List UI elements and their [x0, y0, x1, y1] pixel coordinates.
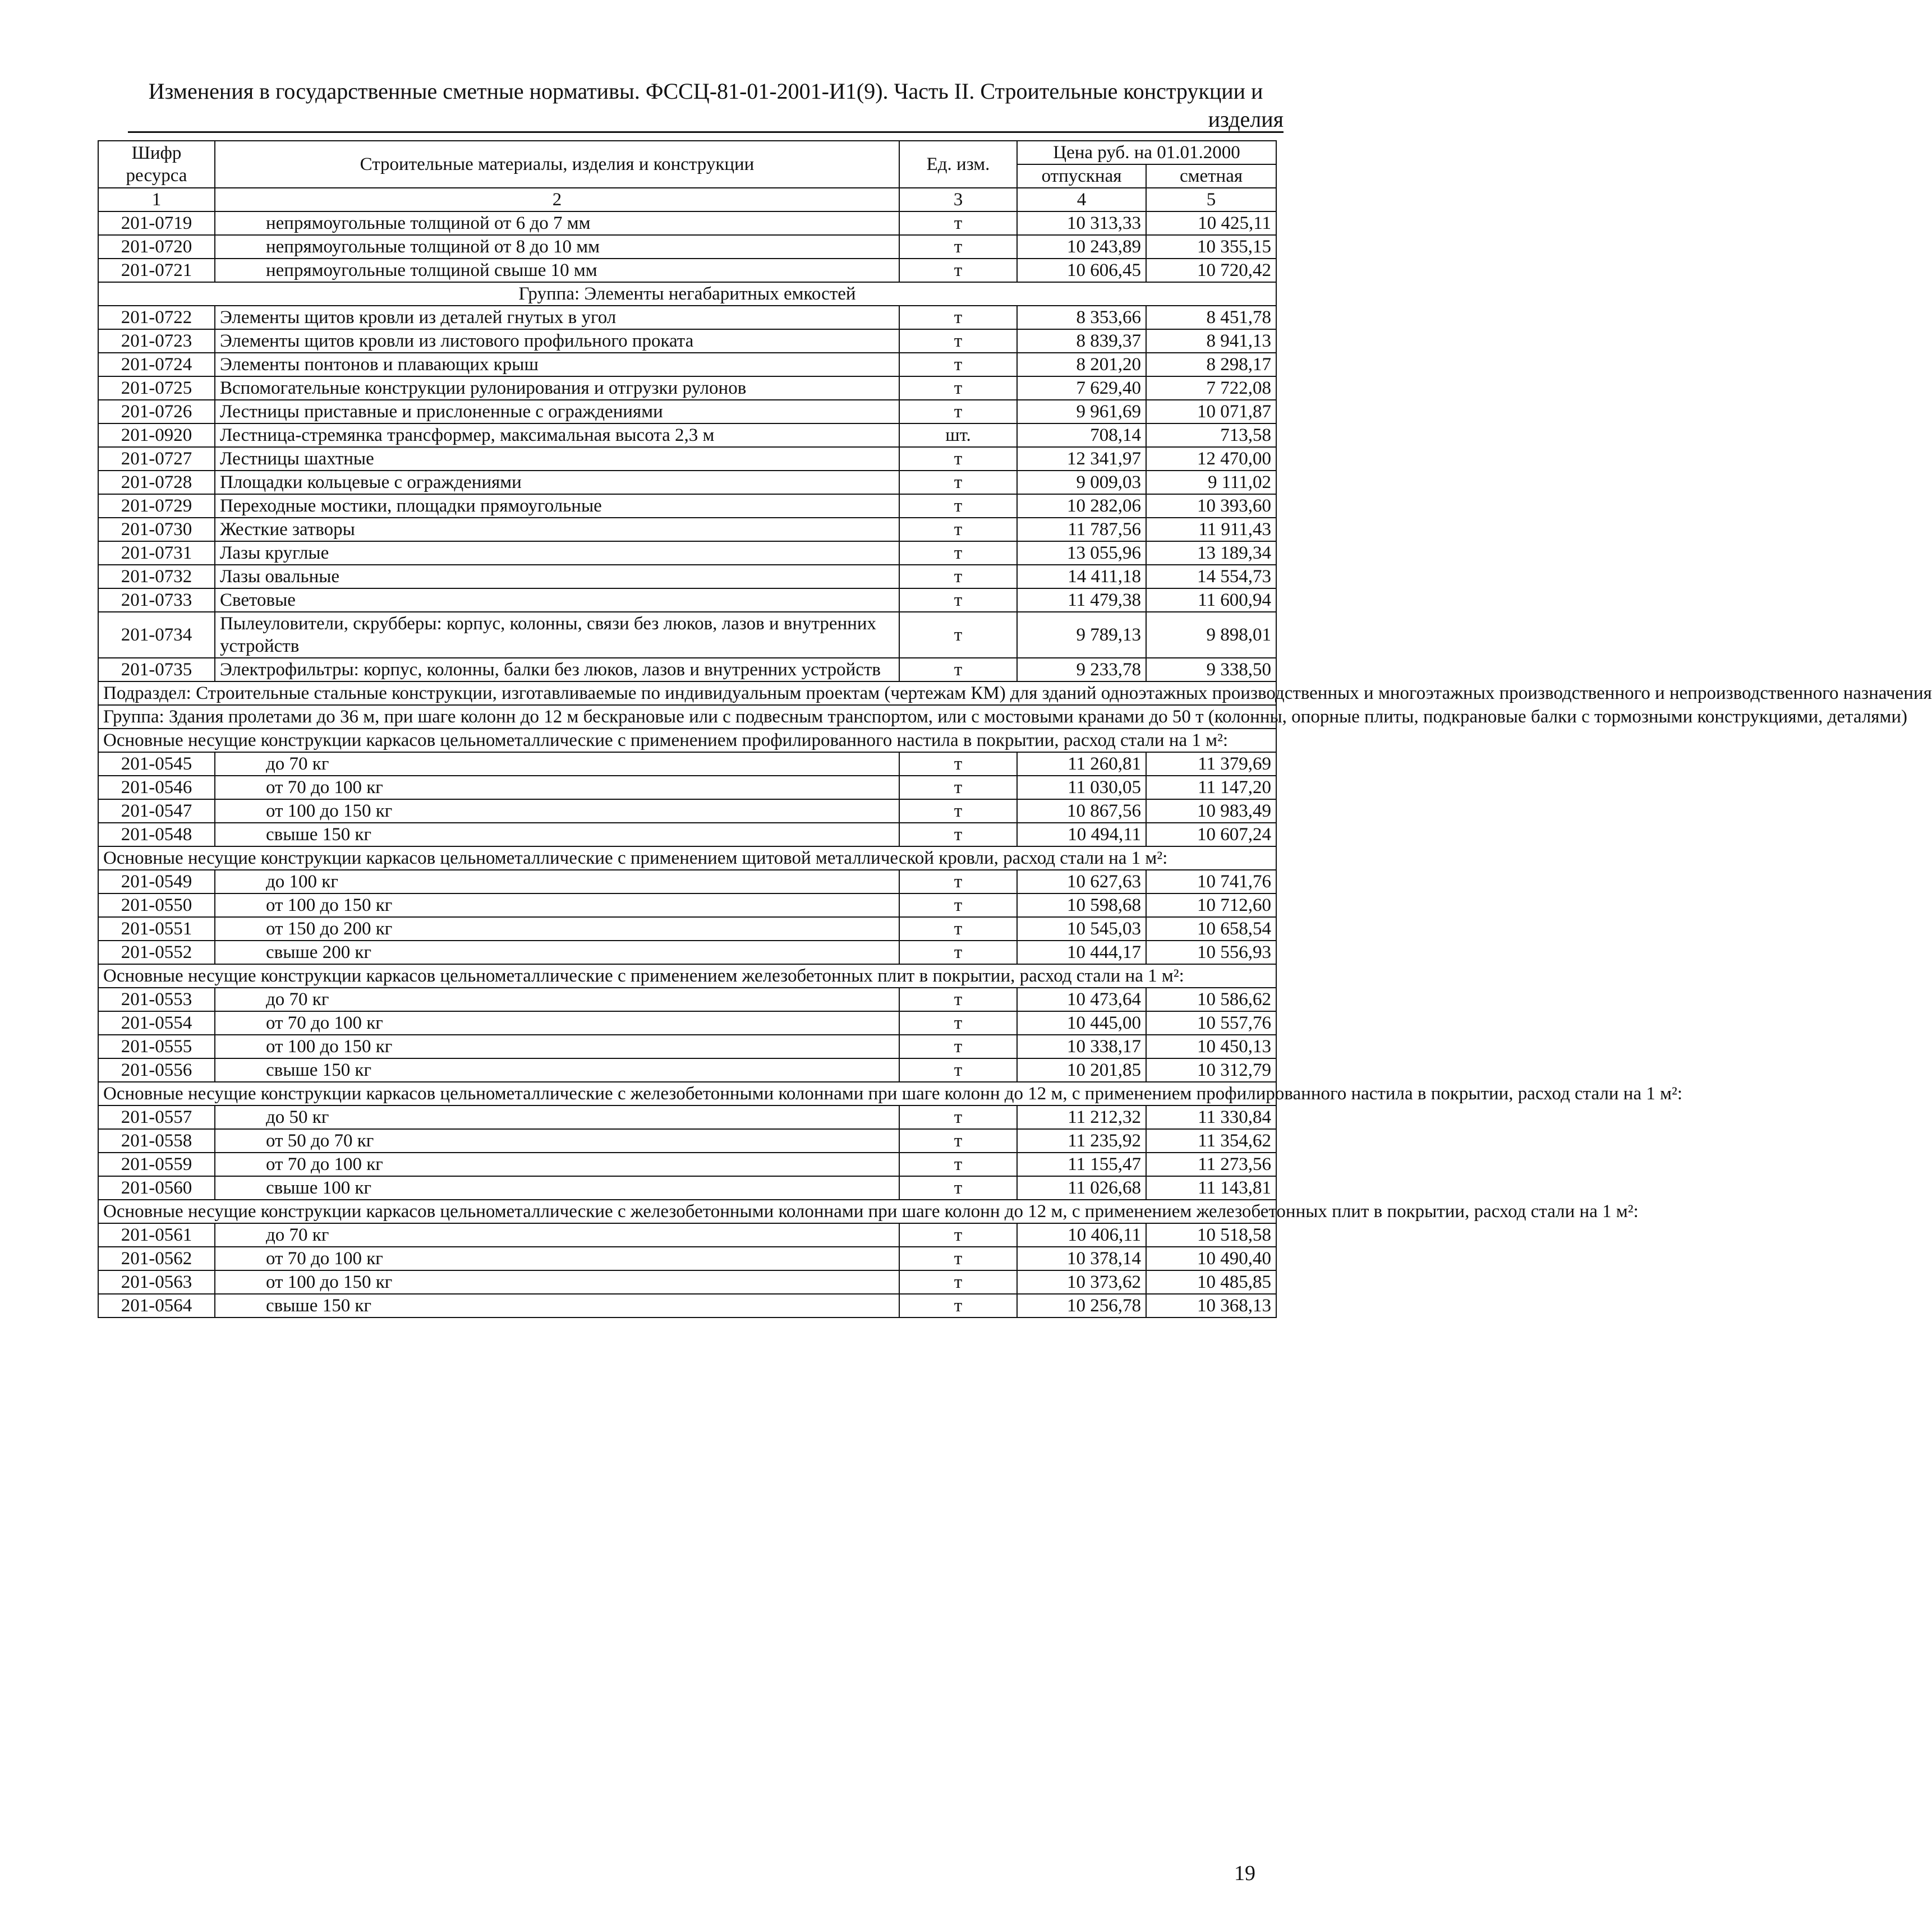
material-name: от 70 до 100 кг: [215, 1011, 899, 1035]
resource-code: 201-0550: [98, 893, 215, 917]
table-row: [98, 1176, 1276, 1200]
resource-code: 201-0545: [98, 752, 215, 776]
unit: т: [899, 518, 1017, 541]
header-rule: [128, 131, 1284, 133]
unit: т: [899, 1153, 1017, 1176]
material-name: Лазы круглые: [215, 541, 899, 565]
unit: т: [899, 823, 1017, 846]
material-name: непрямоугольные толщиной от 8 до 10 мм: [215, 235, 899, 259]
unit: т: [899, 1294, 1017, 1317]
resource-code: 201-0552: [98, 941, 215, 964]
estimate-price: 10 741,76: [1146, 870, 1276, 893]
col-header-price: Цена руб. на 01.01.2000: [1017, 141, 1276, 164]
resource-code: 201-0549: [98, 870, 215, 893]
estimate-price: 10 607,24: [1146, 823, 1276, 846]
material-name: Лазы овальные: [215, 565, 899, 588]
table-head: [98, 141, 1276, 211]
release-price: 8 201,20: [1017, 353, 1146, 376]
estimate-price: 713,58: [1146, 423, 1276, 447]
estimate-price: 10 368,13: [1146, 1294, 1276, 1317]
estimate-price: 14 554,73: [1146, 565, 1276, 588]
material-name: от 100 до 150 кг: [215, 799, 899, 823]
resource-code: 201-0732: [98, 565, 215, 588]
resource-code: 201-0551: [98, 917, 215, 941]
block-description: Основные несущие конструкции каркасов цельнометаллические с применением щитовой металлической кровли, расход стали на 1 м²:: [98, 846, 1276, 870]
estimate-price: 10 720,42: [1146, 259, 1276, 282]
estimate-price: 10 312,79: [1146, 1058, 1276, 1082]
resource-code: 201-0560: [98, 1176, 215, 1200]
material-name: до 50 кг: [215, 1105, 899, 1129]
estimate-price: 10 712,60: [1146, 893, 1276, 917]
release-price: 10 445,00: [1017, 1011, 1146, 1035]
table-row: [98, 376, 1276, 400]
release-price: 10 373,62: [1017, 1270, 1146, 1294]
estimate-price: 10 425,11: [1146, 211, 1276, 235]
release-price: 13 055,96: [1017, 541, 1146, 565]
unit: т: [899, 893, 1017, 917]
table-row: [98, 400, 1276, 423]
description-row: [98, 1200, 1276, 1223]
material-name: Элементы понтонов и плавающих крыш: [215, 353, 899, 376]
resource-code: 201-0720: [98, 235, 215, 259]
unit: т: [899, 752, 1017, 776]
release-price: 11 212,32: [1017, 1105, 1146, 1129]
table-body: [98, 211, 1932, 1317]
resource-code: 201-0726: [98, 400, 215, 423]
release-price: 11 260,81: [1017, 752, 1146, 776]
release-price: 10 473,64: [1017, 988, 1146, 1011]
table-row: [98, 941, 1276, 964]
unit: т: [899, 259, 1017, 282]
estimate-price: 10 983,49: [1146, 799, 1276, 823]
estimate-price: 11 911,43: [1146, 518, 1276, 541]
release-price: 9 009,03: [1017, 471, 1146, 494]
table-row: [98, 1270, 1276, 1294]
unit: т: [899, 541, 1017, 565]
table-row: [98, 658, 1276, 681]
release-price: 10 598,68: [1017, 893, 1146, 917]
group-row: [98, 282, 1276, 306]
release-price: 8 839,37: [1017, 329, 1146, 353]
unit: т: [899, 917, 1017, 941]
resource-code: 201-0733: [98, 588, 215, 612]
material-name: Площадки кольцевые с ограждениями: [215, 471, 899, 494]
block-description: Основные несущие конструкции каркасов цельнометаллические с железобетонными колоннами при шаге колонн до 12 м, с применением профилированного настила в покрытии, расход стали на 1 м²:: [98, 1082, 1276, 1105]
header-line-1: Изменения в государственные сметные нормативы. ФССЦ-81-01-2001-И1(9). Часть II. Строительные конструкции и: [148, 79, 1263, 104]
material-name: непрямоугольные толщиной свыше 10 мм: [215, 259, 899, 282]
resource-code: 201-0561: [98, 1223, 215, 1247]
material-name: от 70 до 100 кг: [215, 1153, 899, 1176]
unit: т: [899, 1011, 1017, 1035]
col-header-code: Шифр ресурса: [98, 141, 215, 188]
estimate-price: 11 600,94: [1146, 588, 1276, 612]
release-price: 11 479,38: [1017, 588, 1146, 612]
material-name: свыше 100 кг: [215, 1176, 899, 1200]
release-price: 11 155,47: [1017, 1153, 1146, 1176]
resource-code: 201-0553: [98, 988, 215, 1011]
estimate-price: 8 941,13: [1146, 329, 1276, 353]
material-name: непрямоугольные толщиной от 6 до 7 мм: [215, 211, 899, 235]
material-name: Элементы щитов кровли из деталей гнутых в угол: [215, 306, 899, 329]
estimate-price: 11 354,62: [1146, 1129, 1276, 1153]
col-number: 2: [215, 188, 899, 211]
release-price: 11 235,92: [1017, 1129, 1146, 1153]
unit: т: [899, 211, 1017, 235]
material-name: свыше 150 кг: [215, 1058, 899, 1082]
release-price: 10 867,56: [1017, 799, 1146, 823]
estimate-price: 10 393,60: [1146, 494, 1276, 518]
unit: т: [899, 494, 1017, 518]
material-name: Элементы щитов кровли из листового профильного проката: [215, 329, 899, 353]
unit: т: [899, 1270, 1017, 1294]
release-price: 9 789,13: [1017, 612, 1146, 658]
table-row: [98, 917, 1276, 941]
table-row: [98, 1129, 1276, 1153]
resource-code: 201-0735: [98, 658, 215, 681]
header-line-2: изделия: [1208, 107, 1284, 132]
material-name: Жесткие затворы: [215, 518, 899, 541]
estimate-price: 11 143,81: [1146, 1176, 1276, 1200]
subsection-row: [98, 681, 1276, 705]
col-header-release-price: отпускная: [1017, 164, 1146, 188]
resource-code: 201-0546: [98, 776, 215, 799]
release-price: 10 313,33: [1017, 211, 1146, 235]
unit: т: [899, 1035, 1017, 1058]
unit: т: [899, 447, 1017, 471]
resource-code: 201-0559: [98, 1153, 215, 1176]
material-name: от 100 до 150 кг: [215, 1035, 899, 1058]
release-price: 10 627,63: [1017, 870, 1146, 893]
table-row: [98, 235, 1276, 259]
material-name: от 70 до 100 кг: [215, 776, 899, 799]
col-number: 4: [1017, 188, 1146, 211]
resource-code: 201-0558: [98, 1129, 215, 1153]
table-row: [98, 612, 1276, 658]
resource-code: 201-0731: [98, 541, 215, 565]
release-price: 10 201,85: [1017, 1058, 1146, 1082]
unit: т: [899, 870, 1017, 893]
release-price: 10 444,17: [1017, 941, 1146, 964]
table-row: [98, 776, 1276, 799]
table-row: [98, 823, 1276, 846]
release-price: 9 233,78: [1017, 658, 1146, 681]
material-name: до 70 кг: [215, 752, 899, 776]
col-header-unit: Ед. изм.: [899, 141, 1017, 188]
unit: т: [899, 565, 1017, 588]
table-row: [98, 588, 1276, 612]
estimate-price: 11 379,69: [1146, 752, 1276, 776]
release-price: 14 411,18: [1017, 565, 1146, 588]
release-price: 10 256,78: [1017, 1294, 1146, 1317]
material-name: от 50 до 70 кг: [215, 1129, 899, 1153]
estimate-price: 10 450,13: [1146, 1035, 1276, 1058]
unit: т: [899, 400, 1017, 423]
estimate-price: 9 111,02: [1146, 471, 1276, 494]
table-row: [98, 1058, 1276, 1082]
table-row: [98, 752, 1276, 776]
release-price: 11 026,68: [1017, 1176, 1146, 1200]
table-row: [98, 1223, 1276, 1247]
resource-code: 201-0723: [98, 329, 215, 353]
material-name: до 70 кг: [215, 1223, 899, 1247]
table-row: [98, 541, 1276, 565]
description-row: [98, 846, 1276, 870]
resource-code: 201-0730: [98, 518, 215, 541]
resource-code: 201-0724: [98, 353, 215, 376]
unit: т: [899, 1223, 1017, 1247]
release-price: 708,14: [1017, 423, 1146, 447]
table-row: [98, 518, 1276, 541]
material-name: свыше 150 кг: [215, 823, 899, 846]
release-price: 12 341,97: [1017, 447, 1146, 471]
estimate-price: 10 490,40: [1146, 1247, 1276, 1270]
material-name: до 100 кг: [215, 870, 899, 893]
table-row: [98, 1105, 1276, 1129]
estimate-price: 9 338,50: [1146, 658, 1276, 681]
table-row: [98, 211, 1276, 235]
resource-code: 201-0728: [98, 471, 215, 494]
release-price: 10 606,45: [1017, 259, 1146, 282]
release-price: 9 961,69: [1017, 400, 1146, 423]
description-row: [98, 729, 1276, 752]
material-name: Переходные мостики, площадки прямоугольные: [215, 494, 899, 518]
table-row: [98, 1294, 1276, 1317]
release-price: 10 406,11: [1017, 1223, 1146, 1247]
unit: т: [899, 1247, 1017, 1270]
resource-code: 201-0563: [98, 1270, 215, 1294]
estimate-price: 10 355,15: [1146, 235, 1276, 259]
unit: т: [899, 1176, 1017, 1200]
block-description: Основные несущие конструкции каркасов цельнометаллические с применением железобетонных плит в покрытии, расход стали на 1 м²:: [98, 964, 1276, 988]
col-header-name: Строительные материалы, изделия и конструкции: [215, 141, 899, 188]
page-number: 19: [1234, 1862, 1255, 1885]
col-number: 3: [899, 188, 1017, 211]
resource-code: 201-0554: [98, 1011, 215, 1035]
table-row: [98, 306, 1276, 329]
resource-code: 201-0556: [98, 1058, 215, 1082]
table-row: [98, 494, 1276, 518]
estimate-price: 8 451,78: [1146, 306, 1276, 329]
unit: т: [899, 376, 1017, 400]
unit: т: [899, 988, 1017, 1011]
release-price: 10 494,11: [1017, 823, 1146, 846]
release-price: 7 629,40: [1017, 376, 1146, 400]
estimate-price: 9 898,01: [1146, 612, 1276, 658]
table-row: [98, 565, 1276, 588]
material-name: до 70 кг: [215, 988, 899, 1011]
table-row: [98, 259, 1276, 282]
unit: т: [899, 235, 1017, 259]
estimate-price: 7 722,08: [1146, 376, 1276, 400]
table-row: [98, 870, 1276, 893]
material-name: Лестница-стремянка трансформер, максимальная высота 2,3 м: [215, 423, 899, 447]
material-name: от 150 до 200 кг: [215, 917, 899, 941]
resource-code: 201-0548: [98, 823, 215, 846]
unit: т: [899, 658, 1017, 681]
estimate-price: 10 071,87: [1146, 400, 1276, 423]
material-name: от 70 до 100 кг: [215, 1247, 899, 1270]
group-row: [98, 705, 1276, 729]
material-name: свыше 200 кг: [215, 941, 899, 964]
unit: т: [899, 588, 1017, 612]
resource-code: 201-0729: [98, 494, 215, 518]
resource-code: 201-0727: [98, 447, 215, 471]
unit: т: [899, 471, 1017, 494]
estimate-price: 10 658,54: [1146, 917, 1276, 941]
unit: т: [899, 799, 1017, 823]
resource-code: 201-0555: [98, 1035, 215, 1058]
table-row: [98, 988, 1276, 1011]
estimate-price: 10 586,62: [1146, 988, 1276, 1011]
unit: т: [899, 1129, 1017, 1153]
estimate-price: 13 189,34: [1146, 541, 1276, 565]
estimate-price: 11 330,84: [1146, 1105, 1276, 1129]
block-description: Основные несущие конструкции каркасов цельнометаллические с применением профилированного настила в покрытии, расход стали на 1 м²:: [98, 729, 1276, 752]
table-row: [98, 423, 1276, 447]
group-title: Группа: Здания пролетами до 36 м, при шаге колонн до 12 м бескрановые или с подвесным транспортом, или с мостовыми кранами до 50 т (колонны, опорные плиты, подкрановые балки с тормозными конструкциями, деталями): [98, 705, 1276, 729]
material-name: Лестницы шахтные: [215, 447, 899, 471]
table-row: [98, 329, 1276, 353]
estimate-price: 12 470,00: [1146, 447, 1276, 471]
document-header: [128, 77, 1284, 133]
resource-code: 201-0557: [98, 1105, 215, 1129]
unit: т: [899, 353, 1017, 376]
material-name: от 100 до 150 кг: [215, 893, 899, 917]
description-row: [98, 964, 1276, 988]
resource-code: 201-0722: [98, 306, 215, 329]
estimate-price: 11 147,20: [1146, 776, 1276, 799]
unit: шт.: [899, 423, 1017, 447]
estimate-price: 10 518,58: [1146, 1223, 1276, 1247]
unit: т: [899, 776, 1017, 799]
block-description: Основные несущие конструкции каркасов цельнометаллические с железобетонными колоннами при шаге колонн до 12 м, с применением железобетонных плит в покрытии, расход стали на 1 м²:: [98, 1200, 1276, 1223]
resource-code: 201-0547: [98, 799, 215, 823]
subsection-title: Подраздел: Строительные стальные конструкции, изготавливаемые по индивидуальным проектам (чертежам КМ) для зданий одноэтажных производственных и многоэтажных производственного и непроизводственного назначения: [98, 681, 1276, 705]
table-row: [98, 799, 1276, 823]
unit: т: [899, 1058, 1017, 1082]
estimate-price: 10 557,76: [1146, 1011, 1276, 1035]
release-price: 10 243,89: [1017, 235, 1146, 259]
table-row: [98, 447, 1276, 471]
resource-code: 201-0920: [98, 423, 215, 447]
resource-code: 201-0564: [98, 1294, 215, 1317]
table-row: [98, 1035, 1276, 1058]
table-row: [98, 1011, 1276, 1035]
material-name: Световые: [215, 588, 899, 612]
estimate-price: 10 485,85: [1146, 1270, 1276, 1294]
release-price: 10 378,14: [1017, 1247, 1146, 1270]
table-row: [98, 471, 1276, 494]
unit: т: [899, 1105, 1017, 1129]
table-row: [98, 1247, 1276, 1270]
table-row: [98, 893, 1276, 917]
resource-code: 201-0719: [98, 211, 215, 235]
release-price: 11 030,05: [1017, 776, 1146, 799]
resource-code: 201-0734: [98, 612, 215, 658]
estimate-price: 10 556,93: [1146, 941, 1276, 964]
estimate-price: 11 273,56: [1146, 1153, 1276, 1176]
unit: т: [899, 306, 1017, 329]
estimate-price: 8 298,17: [1146, 353, 1276, 376]
price-table: [98, 140, 1932, 1318]
release-price: 10 282,06: [1017, 494, 1146, 518]
col-number: 5: [1146, 188, 1276, 211]
table-row: [98, 353, 1276, 376]
resource-code: 201-0721: [98, 259, 215, 282]
material-name: Электрофильтры: корпус, колонны, балки без люков, лазов и внутренних устройств: [215, 658, 899, 681]
group-title: Группа: Элементы негабаритных емкостей: [98, 282, 1276, 306]
unit: т: [899, 329, 1017, 353]
col-header-estimate-price: сметная: [1146, 164, 1276, 188]
col-number: 1: [98, 188, 215, 211]
table-row: [98, 1153, 1276, 1176]
material-name: Вспомогательные конструкции рулонирования и отгрузки рулонов: [215, 376, 899, 400]
release-price: 8 353,66: [1017, 306, 1146, 329]
release-price: 10 545,03: [1017, 917, 1146, 941]
resource-code: 201-0562: [98, 1247, 215, 1270]
release-price: 11 787,56: [1017, 518, 1146, 541]
description-row: [98, 1082, 1276, 1105]
release-price: 10 338,17: [1017, 1035, 1146, 1058]
resource-code: 201-0725: [98, 376, 215, 400]
material-name: Пылеуловители, скрубберы: корпус, колонны, связи без люков, лазов и внутренних устройств: [215, 612, 899, 658]
material-name: от 100 до 150 кг: [215, 1270, 899, 1294]
unit: т: [899, 941, 1017, 964]
material-name: свыше 150 кг: [215, 1294, 899, 1317]
unit: т: [899, 612, 1017, 658]
material-name: Лестницы приставные и прислоненные с ограждениями: [215, 400, 899, 423]
